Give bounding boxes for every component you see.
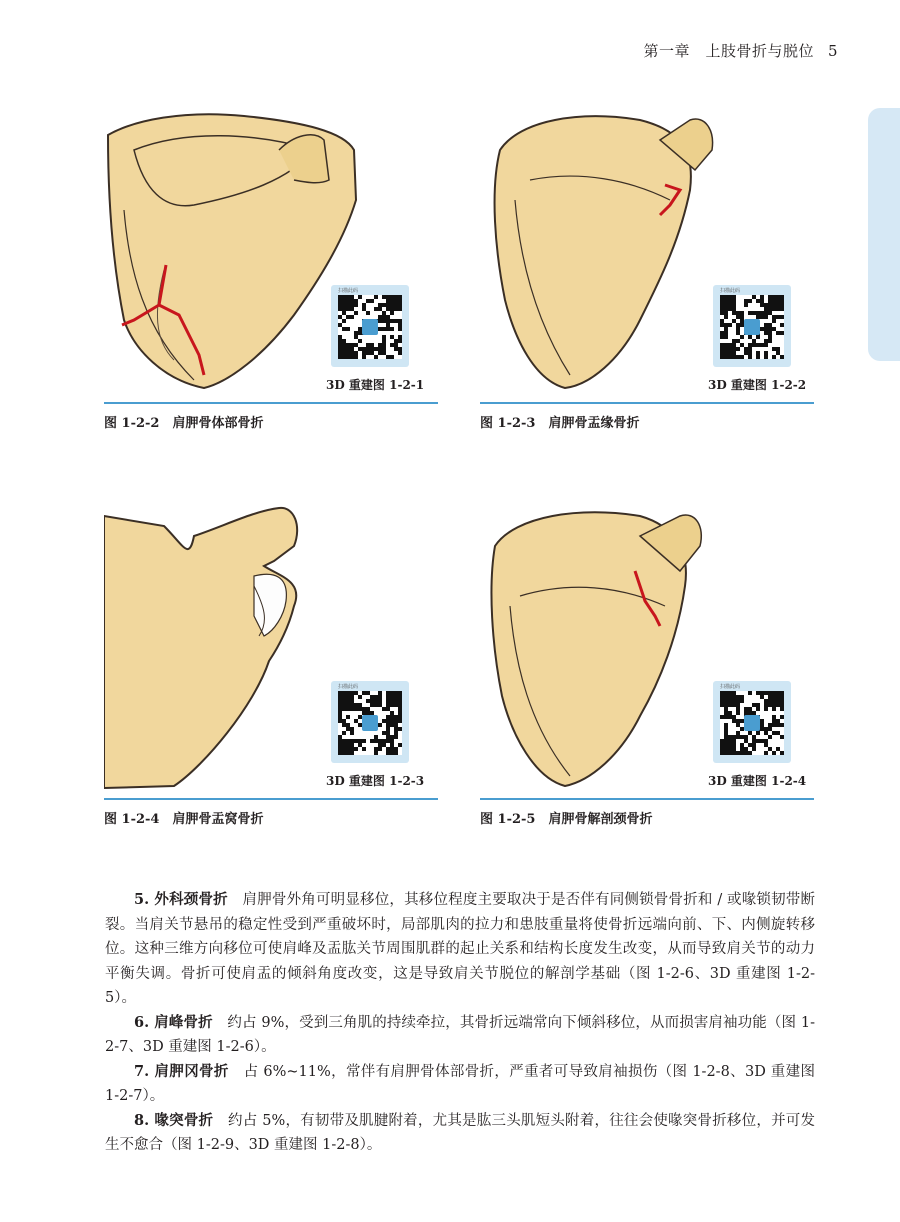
paragraph-text: 肩胛骨外角可明显移位，其移位程度主要取决于是否伴有同侧锁骨骨折和 / 或喙锁韧带断裂。当肩关节悬吊的稳定性受到严重破坏时，局部肌肉的拉力和患肢重量将使骨折远端向前、下、内侧旋转移位。这种三维方向移位可使肩峰及盂肱关节周围肌群的起止关系和结构长度发生改变，从而导致肩关节的动力平衡失调。骨折可使肩盂的倾斜角度改变，这是导致肩关节脱位的解剖学基础（图 1-2-6、3D 重建图 1-2-5）。	[105, 892, 815, 1006]
qr-label: 3D 重建图 1-2-4	[708, 774, 807, 788]
qr-icon	[338, 295, 402, 359]
running-header	[643, 40, 838, 61]
qr-icon	[338, 691, 402, 755]
chapter-title: 第一章 上肢骨折与脱位	[643, 42, 814, 60]
paragraph-text: 约占 9%，受到三角肌的持续牵拉，其骨折远端常向下倾斜移位，从而损害肩袖功能（图 1-2-7、3D 重建图 1-2-6）。	[105, 1014, 815, 1055]
paragraph-lead: 5. 外科颈骨折	[134, 891, 228, 908]
figure-caption: 图 1-2-3 肩胛骨盂缘骨折	[480, 416, 640, 431]
qr-code[interactable]: 扫描此码	[331, 681, 409, 763]
page-number: 5	[827, 42, 838, 60]
figure-1-2-5	[480, 506, 814, 827]
caption-rule	[104, 402, 438, 404]
figure-caption: 图 1-2-2 肩胛骨体部骨折	[104, 416, 264, 431]
caption-rule	[480, 402, 814, 404]
qr-code[interactable]: 扫描此码	[331, 285, 409, 367]
paragraph	[105, 1011, 815, 1060]
paragraph-lead: 6. 肩峰骨折	[134, 1013, 213, 1031]
chapter-tab	[868, 108, 900, 361]
body-text	[105, 888, 815, 1158]
qr-icon	[720, 295, 784, 359]
paragraph	[105, 1060, 815, 1109]
paragraph	[105, 888, 815, 1011]
figure-caption: 图 1-2-4 肩胛骨盂窝骨折	[104, 812, 264, 827]
paragraph-lead: 8. 喙突骨折	[134, 1111, 214, 1129]
figure-1-2-2	[104, 110, 438, 431]
qr-code[interactable]: 扫描此码	[713, 681, 791, 763]
caption-rule	[104, 798, 438, 800]
paragraph	[105, 1109, 815, 1158]
qr-label: 3D 重建图 1-2-3	[326, 774, 425, 788]
figure-1-2-3	[480, 110, 814, 431]
qr-label: 3D 重建图 1-2-1	[326, 378, 425, 392]
paragraph-text: 约占 5%，有韧带及肌腱附着，尤其是肱三头肌短头附着，往往会使喙突骨折移位，并可发生不愈合（图 1-2-9、3D 重建图 1-2-8）。	[105, 1112, 815, 1153]
qr-code[interactable]: 扫描此码	[713, 285, 791, 367]
paragraph-lead: 7. 肩胛冈骨折	[134, 1062, 229, 1080]
figure-1-2-4	[104, 506, 438, 827]
qr-icon	[720, 691, 784, 755]
paragraph-text: 占 6%~11%，常伴有肩胛骨体部骨折，严重者可导致肩袖损伤（图 1-2-8、3D 重建图 1-2-7）。	[105, 1063, 815, 1104]
qr-label: 3D 重建图 1-2-2	[708, 378, 807, 392]
caption-rule	[480, 798, 814, 800]
figure-caption: 图 1-2-5 肩胛骨解剖颈骨折	[480, 812, 653, 827]
